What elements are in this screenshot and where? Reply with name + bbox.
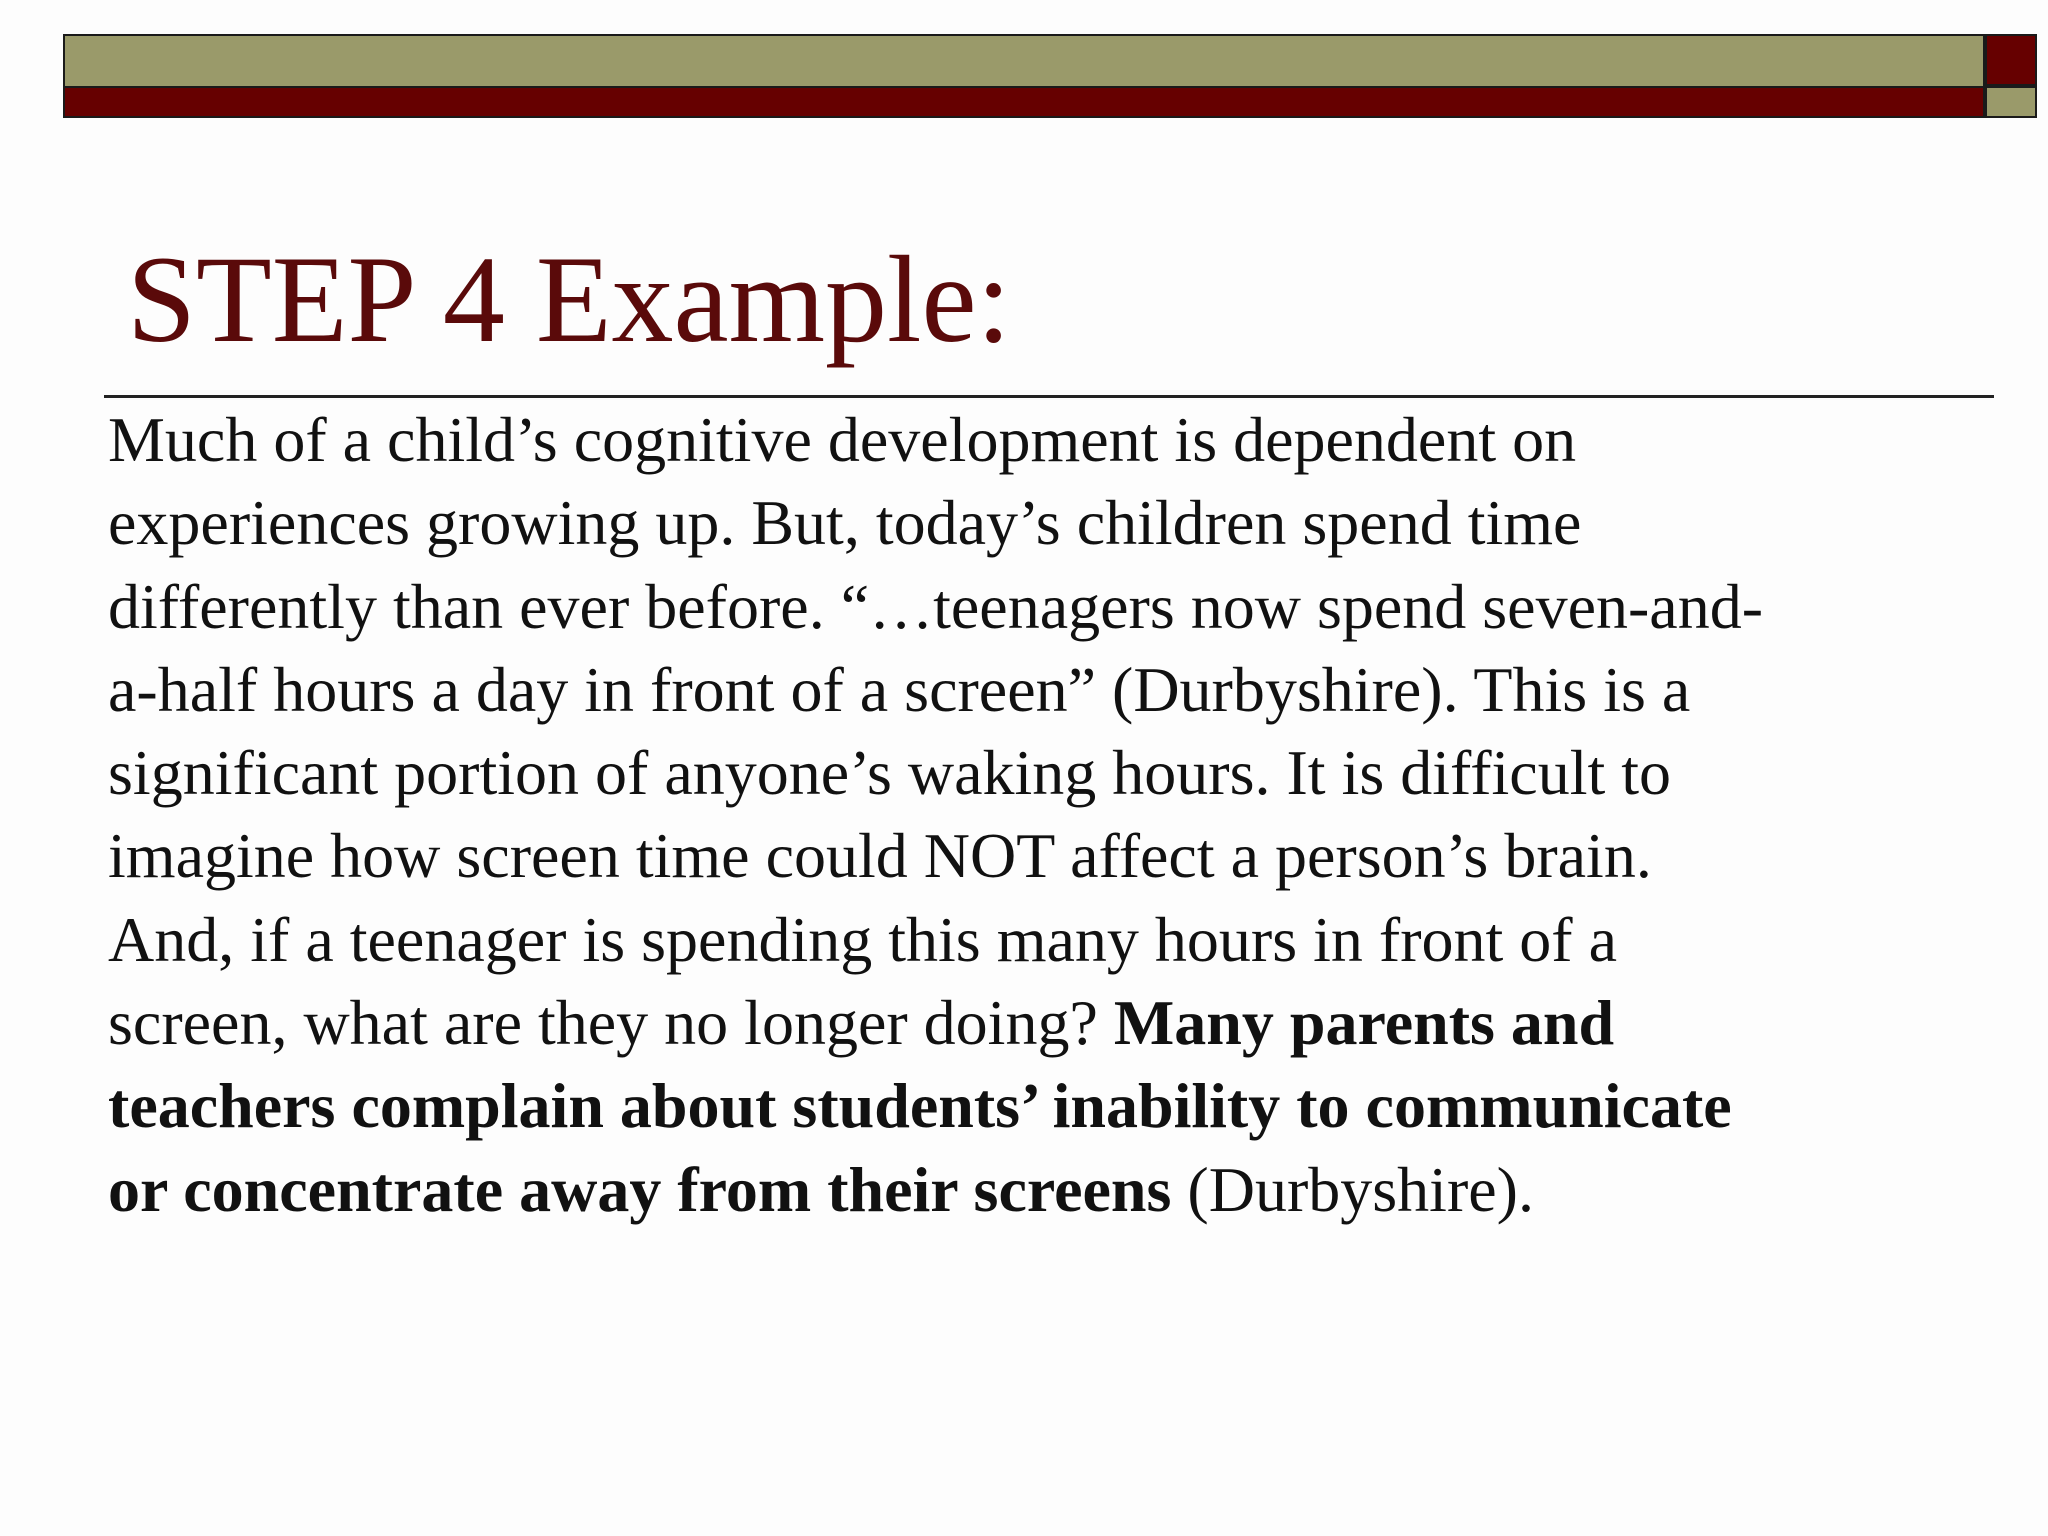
body-citation-text: (Durbyshire).	[1171, 1153, 1534, 1225]
body-bold-text: Many parents and teachers complain about students’ inability to communicate or concentrate away from their screens	[108, 987, 1732, 1225]
body-paragraph	[108, 398, 1988, 1231]
header-band-olive	[63, 34, 1985, 86]
header-band-maroon	[63, 86, 1985, 118]
body-intro-text: Much of a child’s cognitive development is dependent on experiences growing up. But, today’s children spend time differently than ever before. “…teenagers now spend seven-and- a-half hours a day in front of a screen” (Durbyshire). This is a significant portion of anyone’s waking hours. It is difficult to imagine how screen time could NOT affect a person’s brain. And, if a teenager is spending this many hours in front of a screen, what are they no longer doing?	[108, 404, 1763, 1059]
slide-title: STEP 4 Example:	[127, 231, 1011, 368]
header-corner-olive-square	[1985, 86, 2037, 118]
header-corner-maroon-square	[1985, 34, 2037, 86]
